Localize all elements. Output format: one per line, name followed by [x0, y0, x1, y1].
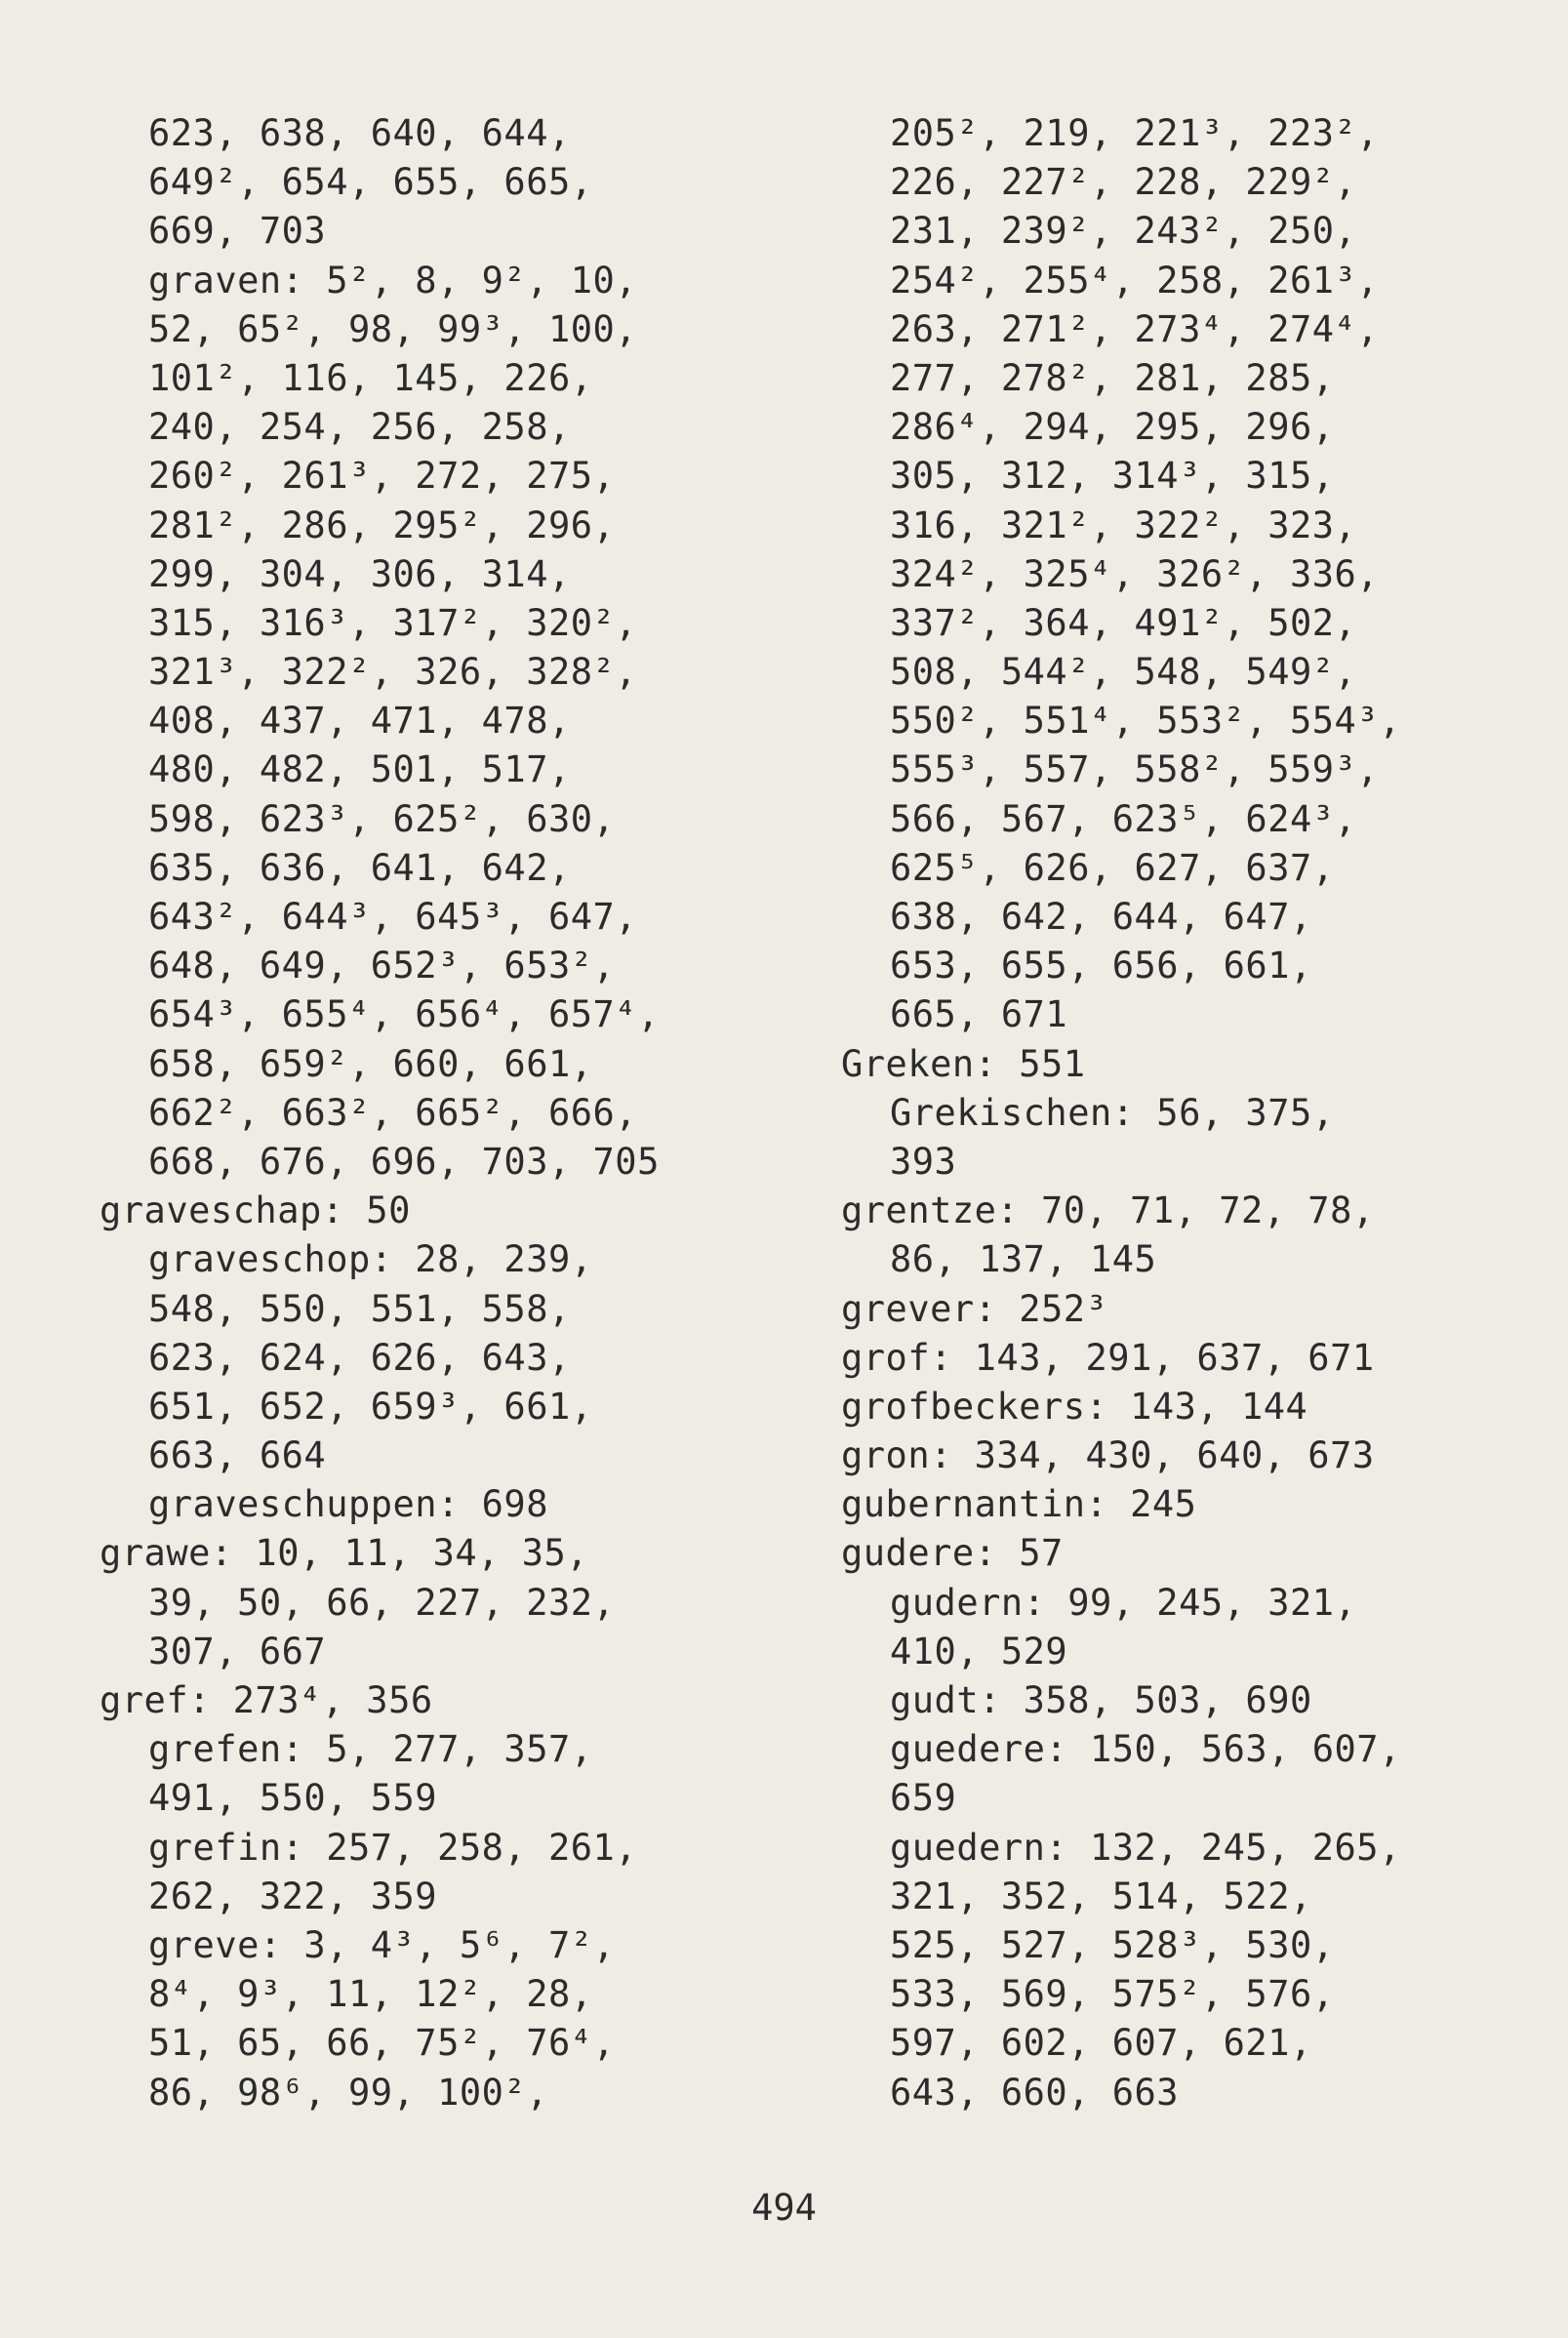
index-line: grentze: 70, 71, 72, 78,: [841, 1189, 1375, 1232]
index-line: gudere: 57: [841, 1532, 1064, 1575]
index-line: 240, 254, 256, 258,: [148, 406, 571, 449]
index-line: 648, 649, 652³, 653²,: [148, 945, 616, 988]
index-line: 316, 321², 322², 323,: [890, 504, 1357, 546]
index-line: 321³, 322², 326, 328²,: [148, 651, 638, 694]
index-line: 315, 316³, 317², 320²,: [148, 601, 638, 644]
index-line: 668, 676, 696, 703, 705: [148, 1140, 660, 1183]
index-line: 321, 352, 514, 522,: [890, 1874, 1312, 1917]
index-line: guedere: 150, 563, 607,: [890, 1728, 1401, 1771]
index-line: 86, 137, 145: [890, 1238, 1157, 1281]
index-line: graveschuppen: 698: [148, 1483, 548, 1526]
index-line: 86, 98⁶, 99, 100²,: [148, 2071, 548, 2114]
index-line: 408, 437, 471, 478,: [148, 700, 571, 743]
index-line: 555³, 557, 558², 559³,: [890, 748, 1380, 791]
index-line: 393: [890, 1140, 957, 1183]
index-line: 307, 667: [148, 1630, 327, 1673]
index-line: guedern: 132, 245, 265,: [890, 1826, 1401, 1869]
index-line: 548, 550, 551, 558,: [148, 1287, 571, 1330]
index-line: 665, 671: [890, 993, 1068, 1036]
index-line: 101², 116, 145, 226,: [148, 356, 593, 399]
index-line: gron: 334, 430, 640, 673: [841, 1434, 1375, 1477]
index-line: graven: 5², 8, 9², 10,: [148, 259, 638, 302]
index-line: 286⁴, 294, 295, 296,: [890, 406, 1335, 449]
index-line: grefin: 257, 258, 261,: [148, 1826, 638, 1869]
index-line: 205², 219, 221³, 223²,: [890, 112, 1380, 154]
index-line: 669, 703: [148, 210, 327, 253]
index-line: 662², 663², 665², 666,: [148, 1091, 638, 1134]
index-line: 659: [890, 1777, 957, 1820]
index-line: Greken: 551: [841, 1042, 1086, 1085]
index-line: 277, 278², 281, 285,: [890, 356, 1335, 399]
index-line: graveschap: 50: [100, 1189, 411, 1232]
index-line: 231, 239², 243², 250,: [890, 210, 1357, 253]
index-line: 635, 636, 641, 642,: [148, 846, 571, 889]
index-line: 480, 482, 501, 517,: [148, 748, 571, 791]
page-number: 494: [751, 2187, 817, 2229]
index-line: 653, 655, 656, 661,: [890, 945, 1312, 988]
index-line: gubernantin: 245: [841, 1483, 1197, 1526]
index-line: 305, 312, 314³, 315,: [890, 455, 1335, 498]
index-line: grawe: 10, 11, 34, 35,: [100, 1532, 589, 1575]
index-line: 51, 65, 66, 75², 76⁴,: [148, 2022, 616, 2065]
index-line: 625⁵, 626, 627, 637,: [890, 846, 1335, 889]
index-line: grefen: 5, 277, 357,: [148, 1728, 593, 1771]
index-line: 410, 529: [890, 1630, 1068, 1673]
index-line: 262, 322, 359: [148, 1874, 438, 1917]
index-line: 651, 652, 659³, 661,: [148, 1385, 593, 1428]
index-line: graveschop: 28, 239,: [148, 1238, 593, 1281]
index-line: 550², 551⁴, 553², 554³,: [890, 700, 1401, 743]
index-line: 533, 569, 575², 576,: [890, 1973, 1335, 2016]
index-line: 337², 364, 491², 502,: [890, 601, 1357, 644]
index-line: gudt: 358, 503, 690: [890, 1679, 1312, 1721]
index-line: 623, 638, 640, 644,: [148, 112, 571, 154]
index-line: 254², 255⁴, 258, 261³,: [890, 259, 1380, 302]
index-line: grofbeckers: 143, 144: [841, 1385, 1308, 1428]
index-line: 623, 624, 626, 643,: [148, 1336, 571, 1379]
index-line: gudern: 99, 245, 321,: [890, 1581, 1357, 1624]
index-line: 658, 659², 660, 661,: [148, 1042, 593, 1085]
index-line: 263, 271², 273⁴, 274⁴,: [890, 307, 1380, 350]
index-line: Grekischen: 56, 375,: [890, 1091, 1335, 1134]
index-column-right: [841, 109, 1505, 2117]
index-line: 638, 642, 644, 647,: [890, 896, 1312, 938]
index-line: 226, 227², 228, 229²,: [890, 161, 1357, 204]
index-line: grever: 252³: [841, 1287, 1108, 1330]
index-line: 566, 567, 623⁵, 624³,: [890, 797, 1357, 840]
index-line: greve: 3, 4³, 5⁶, 7²,: [148, 1923, 616, 1966]
index-column-left: [100, 109, 763, 2117]
index-line: 508, 544², 548, 549²,: [890, 651, 1357, 694]
index-line: 299, 304, 306, 314,: [148, 552, 571, 595]
index-line: 491, 550, 559: [148, 1777, 438, 1820]
index-line: 8⁴, 9³, 11, 12², 28,: [148, 1973, 593, 2016]
index-line: 654³, 655⁴, 656⁴, 657⁴,: [148, 993, 660, 1036]
index-line: 39, 50, 66, 227, 232,: [148, 1581, 616, 1624]
index-line: gref: 273⁴, 356: [100, 1679, 433, 1721]
index-line: 597, 602, 607, 621,: [890, 2022, 1312, 2065]
index-line: 260², 261³, 272, 275,: [148, 455, 616, 498]
index-line: 598, 623³, 625², 630,: [148, 797, 616, 840]
index-line: 649², 654, 655, 665,: [148, 161, 593, 204]
index-line: 643², 644³, 645³, 647,: [148, 896, 638, 938]
index-line: 281², 286, 295², 296,: [148, 504, 616, 546]
index-line: 643, 660, 663: [890, 2071, 1180, 2114]
index-line: 525, 527, 528³, 530,: [890, 1923, 1335, 1966]
index-line: 324², 325⁴, 326², 336,: [890, 552, 1380, 595]
index-line: 663, 664: [148, 1434, 327, 1477]
index-line: grof: 143, 291, 637, 671: [841, 1336, 1375, 1379]
index-line: 52, 65², 98, 99³, 100,: [148, 307, 638, 350]
